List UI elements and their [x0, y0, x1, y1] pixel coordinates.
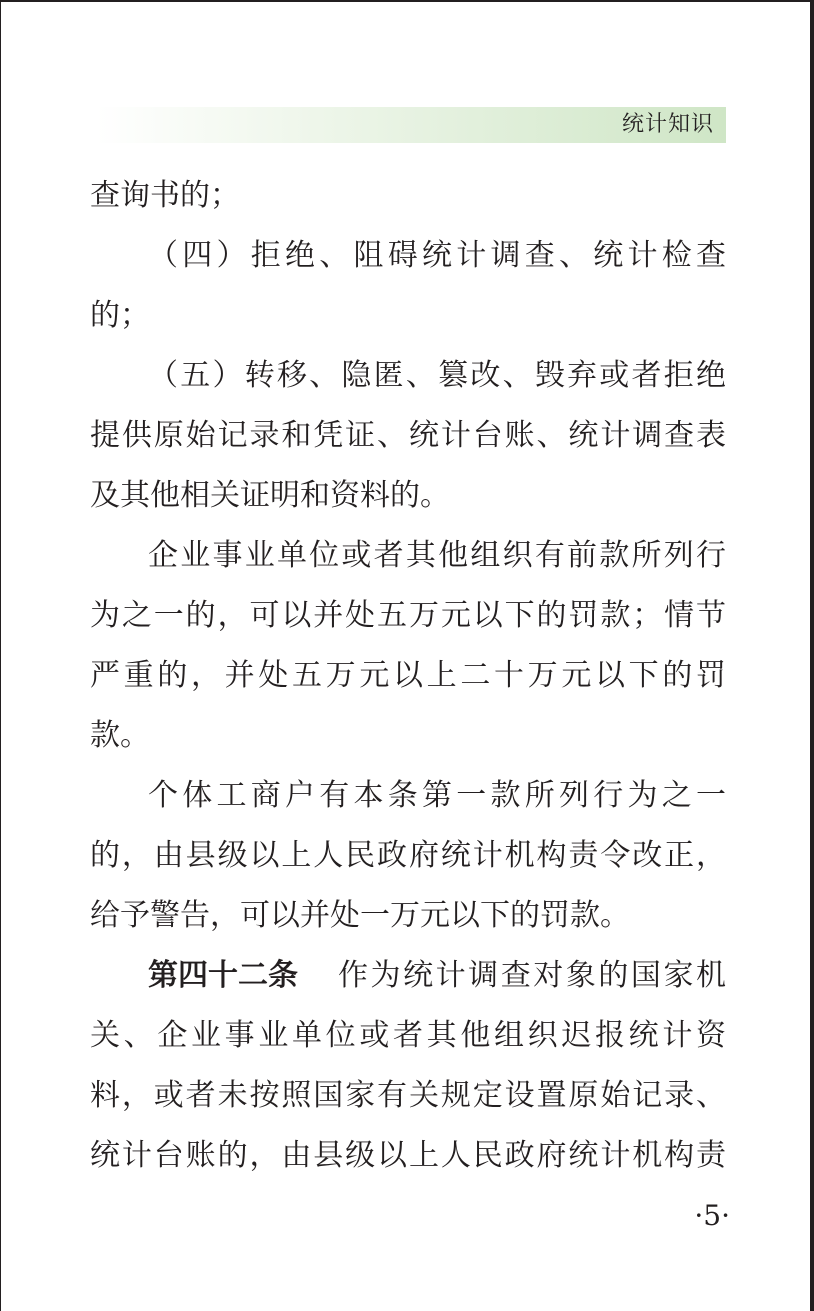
body-line-1: 查询书的；: [90, 178, 240, 213]
page-number: ·5·: [694, 1199, 730, 1232]
article-heading: 第四十二条: [148, 958, 298, 993]
body-line-15: 关、企业事业单位或者其他组织迟报统计资: [90, 1018, 726, 1053]
body-line-5: 提供原始记录和凭证、统计台账、统计调查表: [90, 418, 726, 453]
page-border-left: [0, 0, 1, 1311]
article-42-first-line: [148, 956, 726, 996]
body-line-6: 及其他相关证明和资料的。: [90, 478, 450, 513]
body-line-4: （五）转移、隐匿、篡改、毁弃或者拒绝: [148, 358, 726, 393]
body-line-9: 严重的，并处五万元以上二十万元以下的罚: [90, 658, 726, 693]
body-line-8: 为之一的，可以并处五万元以下的罚款；情节: [90, 598, 726, 633]
page-border-top: [0, 0, 814, 2]
body-line-3: 的；: [90, 298, 150, 333]
body-line-10: 款。: [90, 718, 150, 753]
page-border-right: [810, 0, 814, 1311]
body-line-16: 料，或者未按照国家有关规定设置原始记录、: [90, 1078, 726, 1113]
body-line-2: （四）拒绝、阻碍统计调查、统计检查: [148, 238, 726, 273]
body-line-13: 给予警告，可以并处一万元以下的罚款。: [90, 898, 630, 933]
body-line-11: 个体工商户有本条第一款所列行为之一: [148, 778, 726, 813]
body-line-17: 统计台账的，由县级以上人民政府统计机构责: [90, 1138, 726, 1173]
body-line-12: 的，由县级以上人民政府统计机构责令改正，: [90, 838, 726, 873]
body-line-7: 企业事业单位或者其他组织有前款所列行: [148, 538, 726, 573]
running-header-band: [96, 107, 726, 143]
running-header-title: 统计知识: [621, 112, 714, 137]
body-line-14: 作为统计调查对象的国家机: [338, 958, 726, 993]
